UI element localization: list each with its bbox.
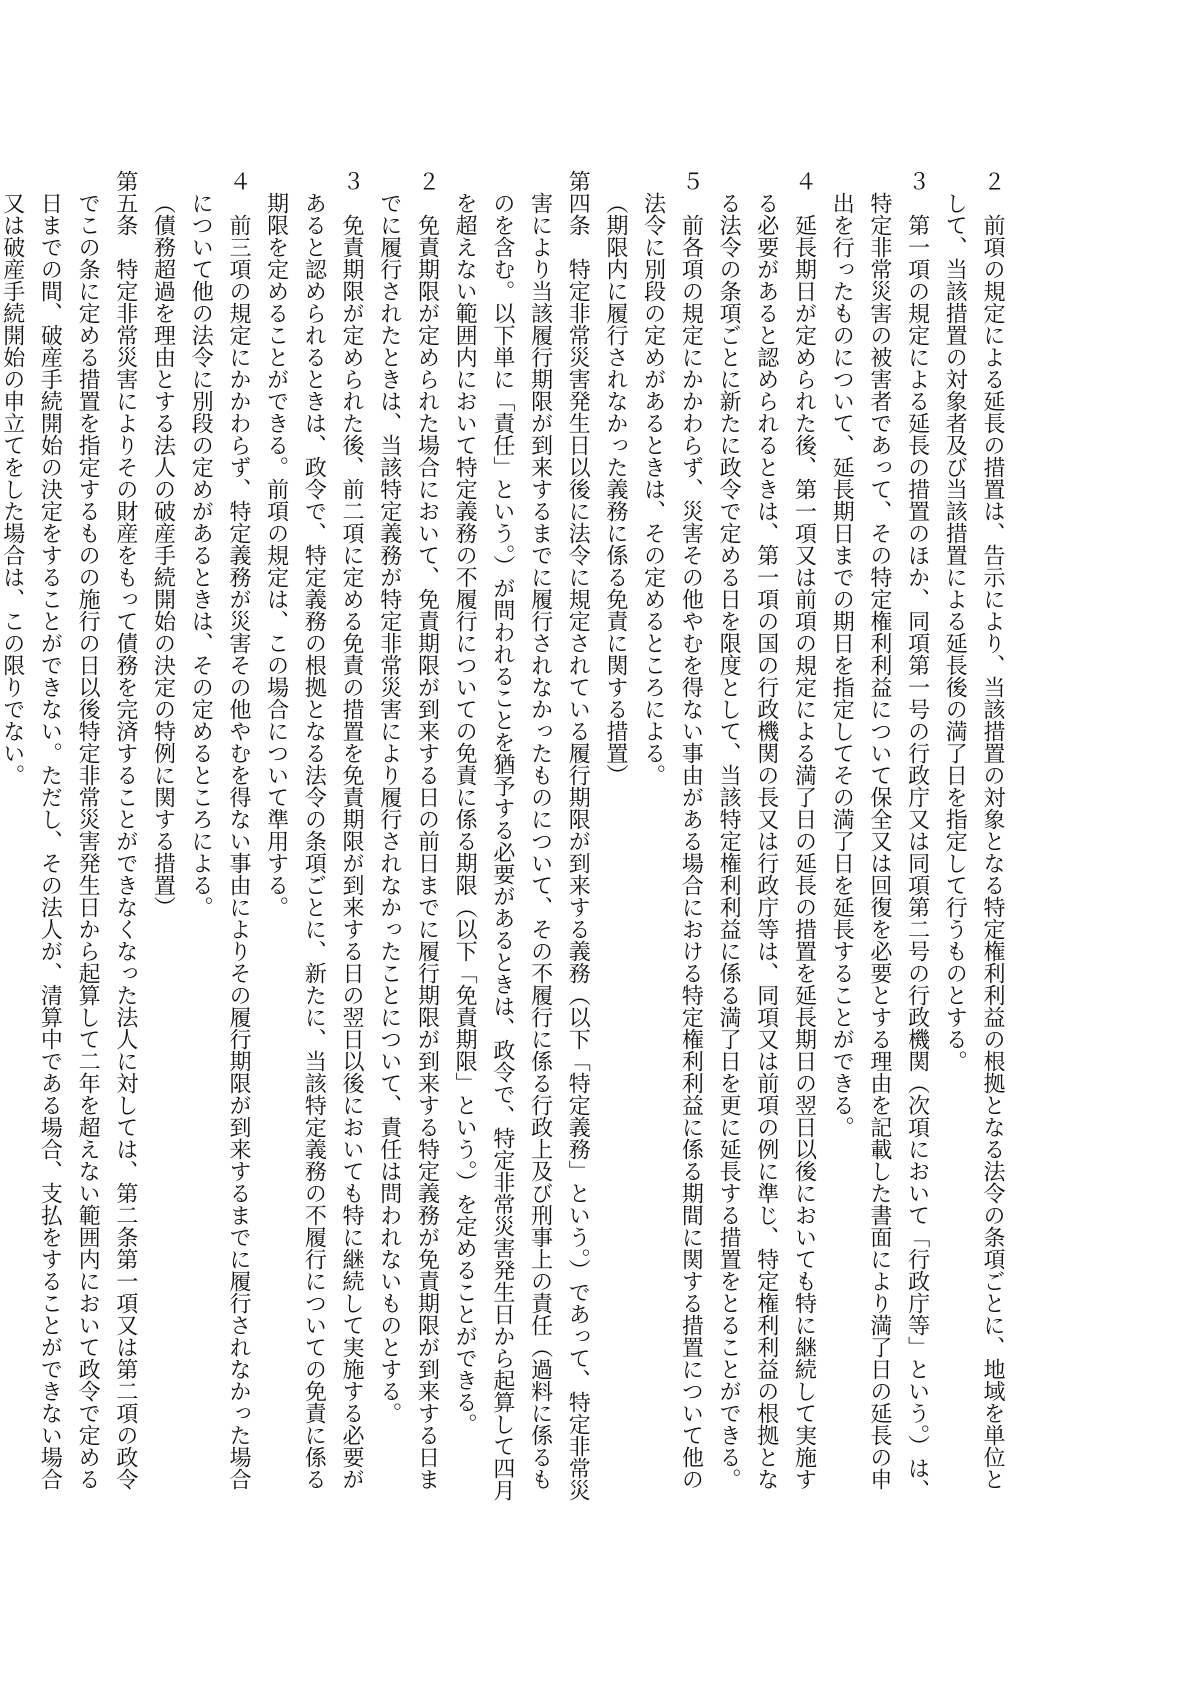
paragraph-3-individual-extension: ３ 第一項の規定による延長の措置のほか、同項第一号の行政庁又は同項第二号の行政機関（次項において「行政庁等」という。）は、特定非常災害の被害者であって、その特定権利利益について保全又は回復を必要とする理由を記載した書面により満了日の延長の申出を行ったものについて、延長期日までの期日を指定してその満了日を延長することができる。 — [829, 170, 930, 1501]
article-4: 第四条 特定非常災害発生日以後に法令に規定されている履行期限が到来する義務（以下「特定義務」という。）であって、特定非常災害により当該履行期限が到来するまでに履行されなかったものについて、その不履行に係る行政上及び刑事上の責任（過料に係るものを含む。以下単に「責任」という。）が問われることを猶予する必要があるときは、政令で、特定非常災害発生日から起算して四月を超えない範囲内において特定義務の不履行についての免責に係る期限（以下「免責期限」という。）を定めることができる。 — [452, 170, 591, 1501]
article-4-paragraph-2: ２ 免責期限が定められた場合において、免責期限が到来する日の前日までに履行期限が到来する特定義務が免責期限が到来する日までに履行されたときは、当該特定義務が特定非常災害により履行されなかったことについて、責任は問われないものとする。 — [376, 170, 440, 1490]
paragraph-2-extension-method: ２ 前項の規定による延長の措置は、告示により、当該措置の対象となる特定権利利益の根拠となる法令の条項ごとに、地域を単位として、当該措置の対象者及び当該措置による延長後の満了日を指定して行うものとする。 — [942, 170, 1005, 1490]
paragraph-4-further-extension: ４ 延長期日が定められた後、第一項又は前項の規定による満了日の延長の措置を延長期日の翌日以後においても特に継続して実施する必要があると認められるときは、第一項の国の行政機関の長又は行政庁等は、同項又は前項の例に準じ、特定権利利益の根拠となる法令の条項ごとに新たに政令で定める日を限度として、当該特定権利利益に係る満了日を更に延長する措置をとることができる。 — [716, 170, 817, 1490]
paragraph-5-other-laws: ５ 前各項の規定にかかわらず、災害その他やむを得ない事由がある場合における特定権利利益に係る期間に関する措置について他の法令に別段の定めがあるときは、その定めるところによる。 — [640, 170, 704, 1490]
article-4-paragraph-4: ４ 前三項の規定にかかわらず、特定義務が災害その他やむを得ない事由によりその履行期限が到来するまでに履行されなかった場合について他の法令に別段の定めがあるときは、その定めるところによる。 — [188, 170, 251, 1490]
heading-article-5: （債務超過を理由とする法人の破産手続開始の決定の特例に関する措置） — [150, 192, 176, 918]
article-5: 第五条 特定非常災害によりその財産をもって債務を完済することができなくなった法人に対しては、第二条第一項又は第二項の政令でこの条に定める措置を指定するものの施行の日以後特定非常災害発生日から起算して二年を超えない範囲内において政令で定める日までの間、破産手続開始の決定をすることができない。ただし、その法人が、清算中である場合、支払をすることができない場合又は破産手続開始の申立てをした場合は、この限りでない。 — [0, 170, 138, 1490]
heading-article-4: （期限内に履行されなかった義務に係る免責に関する措置） — [602, 192, 628, 786]
article-4-paragraph-3: ３ 免責期限が定められた後、前二項に定める免責の措置を免責期限が到来する日の翌日以後においても特に継続して実施する必要があると認められるときは、政令で、特定義務の根拠となる法令の条項ごとに、新たに、当該特定義務の不履行についての免責に係る期限を定めることができる。前項の規定は、この場合について準用する。 — [263, 170, 365, 1490]
vertical-text-body — [0, 170, 1011, 1510]
